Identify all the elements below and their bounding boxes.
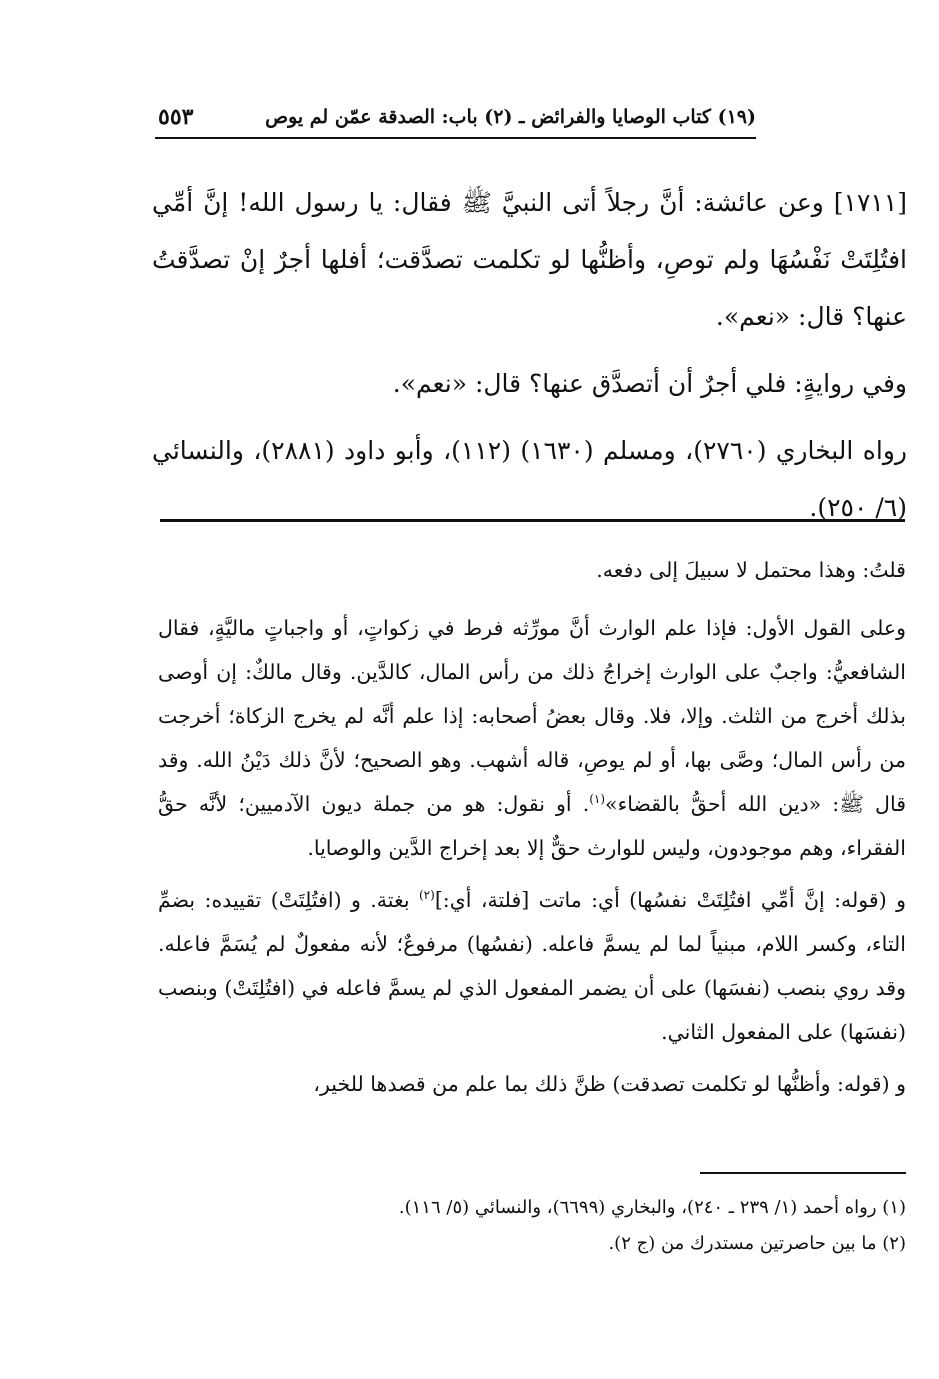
commentary-paragraph-2 <box>158 606 906 870</box>
footnote-2: (٢) ما بين حاصرتين مستدرك من (ج ٢). <box>608 1233 906 1254</box>
footnote-rule <box>700 1172 906 1174</box>
hadith-sources: رواه البخاري (٢٧٦٠)، ومسلم (١٦٣٠) (١١٢)، وأبو داود (٢٨٨١)، والنسائي (٦/ ٢٥٠). <box>152 436 907 522</box>
header-rule <box>155 137 756 139</box>
footnote-1: (١) رواه أحمد (١/ ٢٣٩ ـ ٢٤٠)، والبخاري (٦٦٩٩)، والنسائي (٥/ ١١٦). <box>398 1197 906 1218</box>
commentary-text: و (قوله: إنَّ أمِّي افتُلِتَتْ نفسُها) أي: ماتت [فلتة، أي:] <box>434 888 906 912</box>
alternate-narration: وفي روايةٍ: فلي أجرٌ أن أتصدَّق عنها؟ قال: «نعم». <box>392 369 907 398</box>
commentary-text: وعلى القول الأول: فإذا علم الوارث أنَّ مورِّثه فرط في زكواتٍ، أو واجباتٍ ماليَّةٍ، فقال الشافعيُّ: واجبٌ على الوارث إخراجُ ذلك من رأس المال، كالدَّين. وقال مالكٌ: إن أوصى بذلك أخرج من الثلث. وإلا، فلا. وقال بعضُ أصحابه: إذا علم أنَّه لم يخرج الزكاة؛ أخرجت من رأس المال؛ وصَّى بها، أو لم يوصِ، قاله أشهب. وهو الصحيح؛ لأنَّ ذلك دَيْنُ الله. وقد قال ﷺ: «دين الله أحقُّ بالقضاء» <box>158 616 906 816</box>
commentary-text: . أو نقول: هو من جملة ديون الآدميين؛ لأنَّه حقُّ الفقراء، وهم موجودون، وليس للوارث حقٌّ إلا بعد إخراج الدَّين والوصايا. <box>158 792 906 860</box>
commentary-block <box>158 548 906 1114</box>
section-rule <box>160 519 905 522</box>
commentary-paragraph-3 <box>158 878 906 1054</box>
commentary-paragraph-4: و (قوله: وأظنُّها لو تكلمت تصدقت) ظنَّ ذلك بما علم من قصدها للخير، <box>313 1072 906 1096</box>
footnotes <box>200 1190 906 1262</box>
page-number: ٥٥٣ <box>158 104 194 130</box>
footnote-ref-1[interactable]: (١) <box>589 792 606 807</box>
running-title: (١٩) كتاب الوصايا والفرائض ـ (٢) باب: الصدقة عمّن لم يوص <box>265 106 756 128</box>
footnote-ref-2[interactable]: (٢) <box>418 888 435 903</box>
hadith-text: [١٧١١] وعن عائشة: أنَّ رجلاً أتى النبيَّ ﷺ فقال: يا رسول الله! إنَّ أمِّي افتُلِتَتْ نَفْسُهَا ولم توصِ، وأظنُّها لو تكلمت تصدَّقت؛ أفلها أجرٌ إنْ تصدَّقتُ عنها؟ قال: «نعم». <box>152 188 907 331</box>
hadith-block <box>152 174 907 546</box>
page-header <box>158 100 756 134</box>
commentary-text: بغتة. و (افتُلِتَتْ) تقييده: بضمِّ التاء، وكسر اللام، مبنياً لما لم يسمَّ فاعله. (نفسُها) مرفوعٌ؛ لأنه مفعولٌ لم يُسَمَّ فاعله. وقد روي بنصب (نفسَها) على أن يضمر المفعول الذي لم يسمَّ فاعله في (افتُلِتَتْ) وبنصب (نفسَها) على المفعول الثاني. <box>158 888 906 1044</box>
commentary-paragraph-1: قلتُ: وهذا محتمل لا سبيلَ إلى دفعه. <box>596 558 906 582</box>
